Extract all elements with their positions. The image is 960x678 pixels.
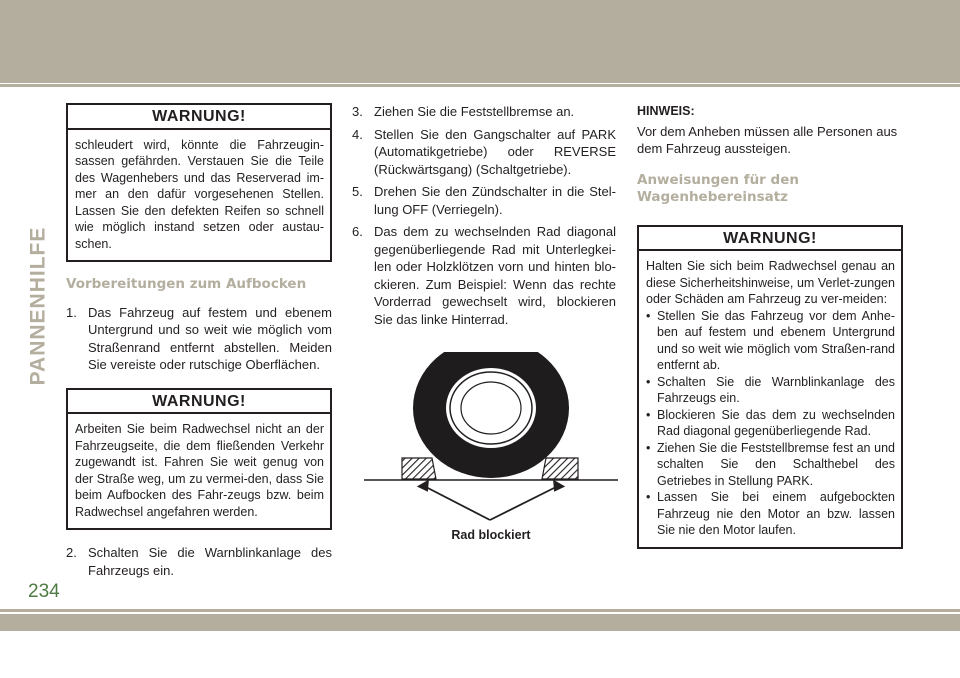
wheel-chock-icon: [362, 352, 620, 528]
header-band: [0, 0, 960, 83]
step-text: Schalten Sie die Warnblinkanlage des Fahrzeugs ein.: [88, 545, 332, 578]
section-heading: Anweisungen für den Wagenhebereinsatz: [637, 171, 799, 205]
warning-title: WARNUNG!: [68, 390, 330, 415]
header-rule: [0, 84, 960, 87]
warning-box: [637, 225, 903, 549]
list-item: [352, 126, 616, 179]
list-item: [352, 223, 616, 328]
warning-text: Arbeiten Sie beim Radwechsel nicht an der Fahrzeugseite, die dem fließenden Verkehr zugewandt ist. Fahren Sie weit genug von der Straße weg, um zu vermei-den, dass Sie beim Aufbocken des Fahr-zeugs bzw. beim Radwechsel angefahren werden.: [75, 422, 324, 519]
warning-title: WARNUNG!: [639, 227, 901, 252]
steps-list: [66, 544, 332, 579]
footer-rule: [0, 609, 960, 612]
section-tab: [24, 226, 52, 386]
warning-body: [68, 130, 330, 261]
list-item: • Schalten Sie die Warnblinkanlage des Fahrzeugs ein.: [646, 374, 895, 407]
step-text: Drehen Sie den Zündschalter in die Stel-lung OFF (Verriegeln).: [374, 184, 616, 217]
steps-list: [66, 304, 332, 374]
step-text: Das Fahrzeug auf festem und ebenem Untergrund und so weit wie möglich vom Straßenrand entfernt abstellen. Meiden Sie vereiste oder rutschige Oberflächen.: [88, 304, 332, 372]
list-item: [66, 544, 332, 579]
list-item: [66, 304, 332, 374]
step-number: 2.: [66, 545, 77, 560]
warning-body: [68, 414, 330, 528]
note-title: HINWEIS:: [637, 104, 695, 118]
list-item: • Blockieren Sie das dem zu wechselnden Rad diagonal gegenüberliegende Rad.: [646, 407, 895, 440]
list-item: • Ziehen Sie die Feststellbremse fest an und schalten Sie den Schalthebel des Getriebes in Stellung PARK.: [646, 440, 895, 490]
page-number: 234: [28, 581, 60, 602]
warning-text: schleudert wird, könnte die Fahrzeugin-sassen gefährden. Verstauen Sie die Teile des Wagenhebers und das Reserverad im-mer an den dafür vorgesehenen Stellen. Lassen Sie den defekten Reifen so schnell wie möglich instand setzen oder austau-schen.: [75, 137, 324, 251]
step-number: 1.: [66, 304, 77, 320]
step-number: 4.: [352, 126, 363, 142]
figure-caption: Rad blockiert: [451, 528, 531, 542]
section-tab-label: PANNENHILFE: [26, 226, 49, 386]
step-text: Das dem zu wechselnden Rad diagonal gegenüberliegende Rad mit Unterlegkei-len oder Holzklötzen vorn und hinten blo-ckieren. Zum Beispiel: Wenn das rechte Vorderrad gewechselt wird, blockieren Sie das linke Hinterrad.: [374, 224, 616, 327]
step-text: Stellen Sie den Gangschalter auf PARK (Automatikgetriebe) oder REVERSE (Rückwärtsgang) (Schaltgetriebe).: [374, 126, 616, 177]
column-right: [637, 103, 903, 563]
warning-intro: Halten Sie sich beim Radwechsel genau an diese Sicherheitshinweise, um Verlet-zungen oder Schäden am Fahrzeug zu ver-meiden:: [646, 259, 895, 306]
column-middle: [352, 103, 616, 338]
warning-title: WARNUNG!: [68, 105, 330, 130]
wheel-blocked-illustration: [362, 352, 620, 544]
warning-body: [639, 251, 901, 547]
footer-band: [0, 614, 960, 631]
step-number: 3.: [352, 104, 363, 119]
section-heading: Vorbereitungen zum Aufbocken: [66, 276, 307, 292]
list-item: • Stellen Sie das Fahrzeug vor dem Anhe-ben auf festem und ebenem Untergrund und so weit wie möglich vom Straßen-rand entfernt ab.: [646, 308, 895, 374]
step-number: 6.: [352, 224, 363, 239]
step-number: 5.: [352, 184, 363, 199]
steps-list: [352, 103, 616, 328]
note-text: Vor dem Anheben müssen alle Personen aus dem Fahrzeug aussteigen.: [637, 123, 898, 156]
warning-box-continued: [66, 103, 332, 262]
list-item: [352, 103, 616, 121]
column-left: [66, 103, 332, 589]
list-item: [352, 183, 616, 218]
list-item: • Lassen Sie bei einem aufgebockten Fahrzeug nie den Motor an bzw. lassen Sie nie den Motor laufen.: [646, 489, 895, 539]
warning-box: [66, 388, 332, 531]
bullet-list: [646, 308, 895, 539]
step-text: Ziehen Sie die Feststellbremse an.: [374, 104, 575, 119]
